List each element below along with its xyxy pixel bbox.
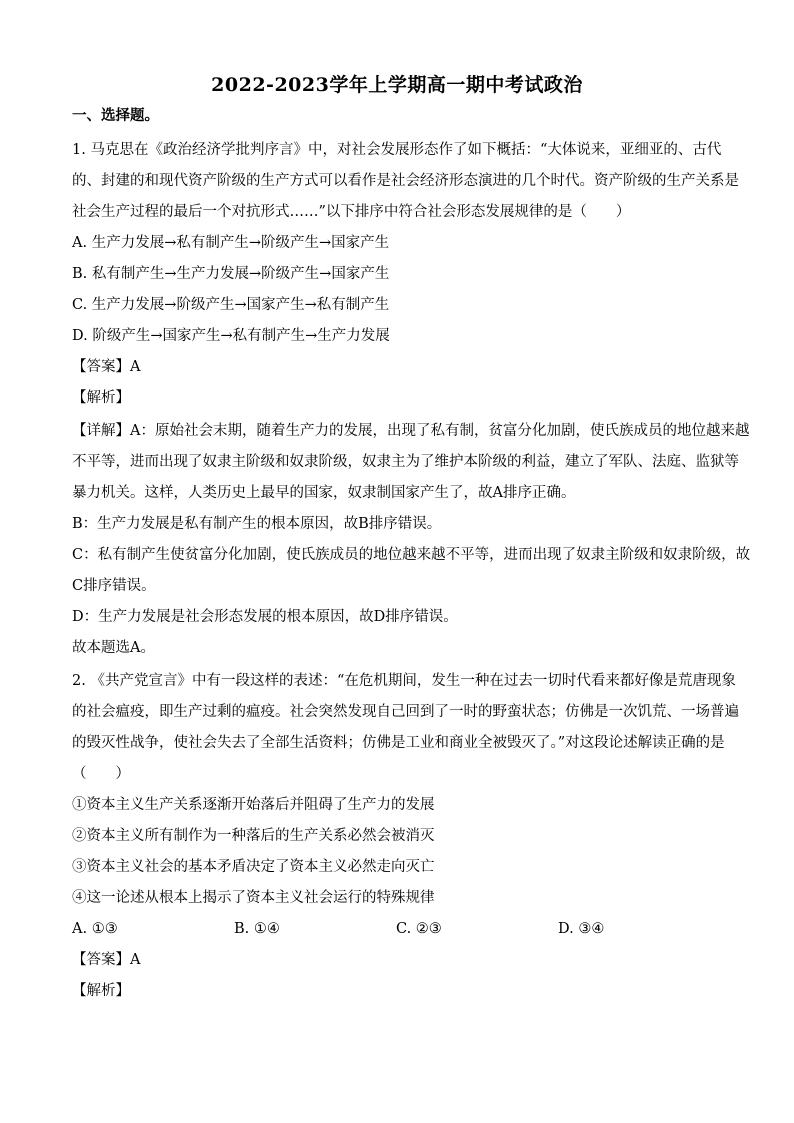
q2-analysis-label: 【解析】 [72, 983, 130, 999]
q1-option: B. 私有制产生→生产力发展→阶级产生→国家产生 [72, 266, 390, 282]
q2-statement: ②资本主义所有制作为一种落后的生产关系必然会被消灭 [72, 828, 435, 844]
q1-option: C. 生产力发展→阶级产生→国家产生→私有制产生 [72, 297, 390, 313]
q1-detail-line: C：私有制产生使贫富分化加剧，使氏族成员的地位越来越不平等，进而出现了奴隶主阶级和奴隶阶级，故 [72, 547, 751, 563]
q2-option: D. ③④ [558, 921, 605, 937]
q1-option: D. 阶级产生→国家产生→私有制产生→生产力发展 [72, 328, 390, 344]
q1-analysis-label: 【解析】 [72, 390, 130, 406]
q2-answer: 【答案】A [72, 952, 141, 968]
q1-detail-line: C排序错误。 [72, 578, 156, 594]
q1-detail-line: B：生产力发展是私有制产生的根本原因，故B排序错误。 [72, 516, 442, 532]
q1-detail-line: 暴力机关。这样，人类历史上最早的国家，奴隶制国家产生了，故A排序正确。 [72, 485, 576, 501]
q1-detail-line: 不平等，进而出现了奴隶主阶级和奴隶阶级，奴隶主为了维护本阶级的利益，建立了军队、法庭、监狱等 [72, 454, 739, 470]
q2-stem-line: （ ） [72, 766, 130, 782]
q2-statement: ③资本主义社会的基本矛盾决定了资本主义必然走向灭亡 [72, 859, 435, 875]
section-heading: 一、选择题。 [72, 107, 159, 124]
q1-stem-line: 的、封建的和现代资产阶级的生产方式可以看作是社会经济形态演进的几个时代。资产阶级的生产关系是 [72, 173, 739, 189]
page-title: 2022-2023学年上学期高一期中考试政治 [211, 74, 583, 96]
q1-detail-line: D：生产力发展是社会形态发展的根本原因，故D排序错误。 [72, 609, 458, 625]
q2-statement: ①资本主义生产关系逐渐开始落后并阻碍了生产力的发展 [72, 797, 435, 813]
q1-stem-line: 1. 马克思在《政治经济学批判序言》中，对社会发展形态作了如下概括：“大体说来，亚细亚的、古代 [72, 142, 722, 158]
q2-option: C. ②③ [396, 921, 442, 937]
q2-option: A. ①③ [72, 921, 118, 937]
q1-answer: 【答案】A [72, 359, 141, 375]
q1-detail-line: 【详解】A：原始社会末期，随着生产力的发展，出现了私有制，贫富分化加剧，使氏族成员的地位越来越 [72, 423, 750, 439]
q2-stem-line: 的社会瘟疫，即生产过剩的瘟疫。社会突然发现自己回到了一时的野蛮状态；仿佛是一次饥荒、一场普遍 [72, 704, 739, 720]
q2-stem-line: 2. 《共产党宣言》中有一段这样的表述：“在危机期间，发生一种在过去一切时代看来都好像是荒唐现象 [72, 673, 736, 689]
q1-stem-line: 社会生产过程的最后一个对抗形式……”以下排序中符合社会形态发展规律的是（ ） [72, 204, 631, 220]
q1-detail-line: 故本题选A。 [72, 640, 155, 656]
q2-stem-line: 的毁灭性战争，使社会失去了全部生活资料；仿佛是工业和商业全被毁灭了。”对这段论述解读正确的是 [72, 735, 725, 751]
q1-option: A. 生产力发展→私有制产生→阶级产生→国家产生 [72, 235, 390, 251]
q2-statement: ④这一论述从根本上揭示了资本主义社会运行的特殊规律 [72, 890, 435, 906]
q2-option: B. ①④ [234, 921, 280, 937]
